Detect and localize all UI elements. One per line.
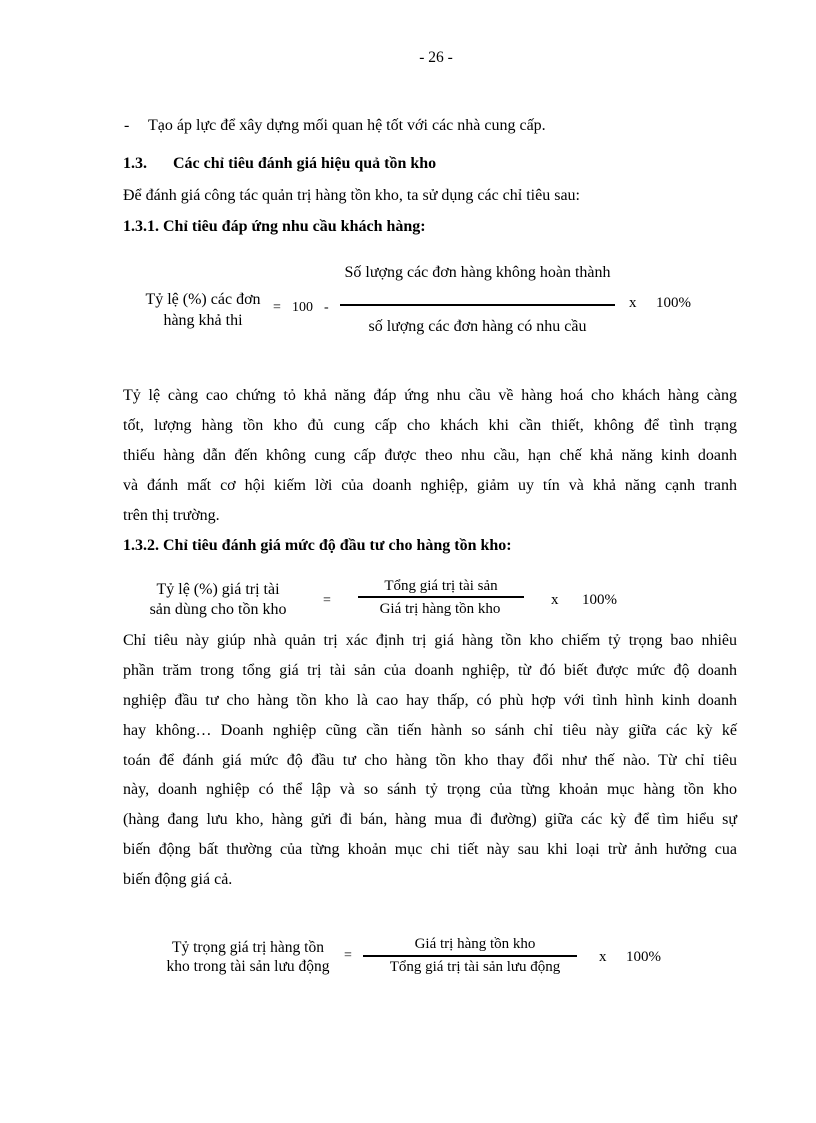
formula1-lhs-line1: Tỷ lệ (%) các đơn (145, 291, 261, 308)
paragraph-line: Chỉ tiêu này giúp nhà quản trị xác định trị giá hàng tồn kho chiếm tỷ trọng bao nhiêu (123, 632, 737, 649)
formula3-equals: = (344, 948, 352, 963)
formula1-times: x (629, 295, 637, 311)
formula2-lhs-line2: sản dùng cho tồn kho (149, 601, 287, 618)
formula2-lhs-line1: Tỷ lệ (%) giá trị tài (156, 581, 280, 598)
page-number: - 26 - (419, 49, 453, 66)
bullet-dash: - (124, 117, 130, 134)
paragraph-line: biến động giá cả. (123, 871, 233, 889)
paragraph-line: biến động bất thường của từng khoản mục chi tiết này sau khi loại trừ ảnh hưởng cua (123, 841, 737, 859)
formula2-numerator: Tổng giá trị tài sản (384, 578, 498, 594)
section-number: 1.3. (123, 155, 147, 172)
formula3-fraction-bar (363, 955, 577, 957)
formula3-percent: 100% (626, 949, 661, 965)
formula2-equals: = (323, 593, 331, 608)
formula1-numerator: Số lượng các đơn hàng không hoàn thành (344, 264, 611, 281)
paragraph-fulfillment (123, 381, 737, 530)
formula2-fraction-bar (358, 596, 524, 598)
formula1-minus: - (324, 300, 329, 315)
paragraph-line: thiếu hàng dẫn đến không cung cấp được theo nhu cầu, hạn chế khả năng kinh doanh (123, 446, 737, 464)
paragraph-line: Tỷ lệ càng cao chứng tỏ khả năng đáp ứng nhu cầu về hàng hoá cho khách hàng càng (123, 387, 737, 404)
formula1-denominator: số lượng các đơn hàng có nhu cầu (368, 318, 587, 335)
formula3-numerator: Giá trị hàng tồn kho (414, 936, 536, 952)
paragraph-line: (hàng đang lưu kho, hàng gửi đi bán, hàng mua đi đường) giữa các kỳ để tìm hiểu sự (123, 811, 737, 829)
paragraph-line: và đánh mất cơ hội kiếm lời của doanh nghiệp, giảm uy tín và khả năng cạnh tranh (123, 476, 737, 494)
paragraph-line: phần trăm trong tổng giá trị tài sản của doanh nghiệp, từ đó biết được mức độ doanh (123, 661, 737, 679)
formula1-percent: 100% (656, 295, 691, 311)
formula1-lhs-line2: hàng khả thi (163, 312, 243, 329)
section-title: Các chỉ tiêu đánh giá hiệu quả tồn kho (173, 155, 437, 172)
paragraph-investment (123, 626, 737, 895)
paragraph-line: trên thị trường. (123, 506, 220, 524)
formula2-times: x (551, 592, 559, 608)
formula3-denominator: Tổng giá trị tài sản lưu động (389, 959, 561, 975)
formula3-lhs-line2: kho trong tài sản lưu động (166, 958, 330, 975)
paragraph-line: nghiệp đầu tư cho hàng tồn kho là cao hay thấp, có phù hợp với tình hình kinh doanh (123, 691, 737, 709)
subsection-heading-1: 1.3.1. Chỉ tiêu đáp ứng nhu cầu khách hàng: (123, 218, 426, 235)
formula1-constant: 100 (292, 300, 313, 315)
section-intro: Để đánh giá công tác quản trị hàng tồn kho, ta sử dụng các chỉ tiêu sau: (123, 187, 580, 204)
formula1-fraction-bar (340, 304, 615, 306)
paragraph-line: toán để đánh giá mức độ đầu tư cho hàng tồn kho thay đổi như thế nào. Từ chỉ tiêu (123, 751, 737, 769)
formula2-denominator: Giá trị hàng tồn kho (379, 601, 501, 617)
formula2-percent: 100% (582, 592, 617, 608)
formula1-equals: = (273, 300, 281, 315)
formula3-lhs-line1: Tỷ trọng giá trị hàng tồn (172, 939, 324, 956)
formula3-times: x (599, 949, 607, 965)
paragraph-line: này, doanh nghiệp có thể lập và so sánh tỷ trọng của từng khoản mục hàng tồn kho (123, 781, 737, 799)
subsection-heading-2: 1.3.2. Chỉ tiêu đánh giá mức độ đầu tư cho hàng tồn kho: (123, 537, 512, 554)
paragraph-line: hay không… Doanh nghiệp cũng cần tiến hành so sánh chỉ tiêu này giữa các kỳ kế (123, 721, 737, 739)
bullet-text: Tạo áp lực để xây dựng mối quan hệ tốt với các nhà cung cấp. (148, 117, 546, 134)
paragraph-line: tốt, lượng hàng tồn kho đủ cung cấp cho khách khi cần thiết, không để tình trạng (123, 416, 737, 434)
